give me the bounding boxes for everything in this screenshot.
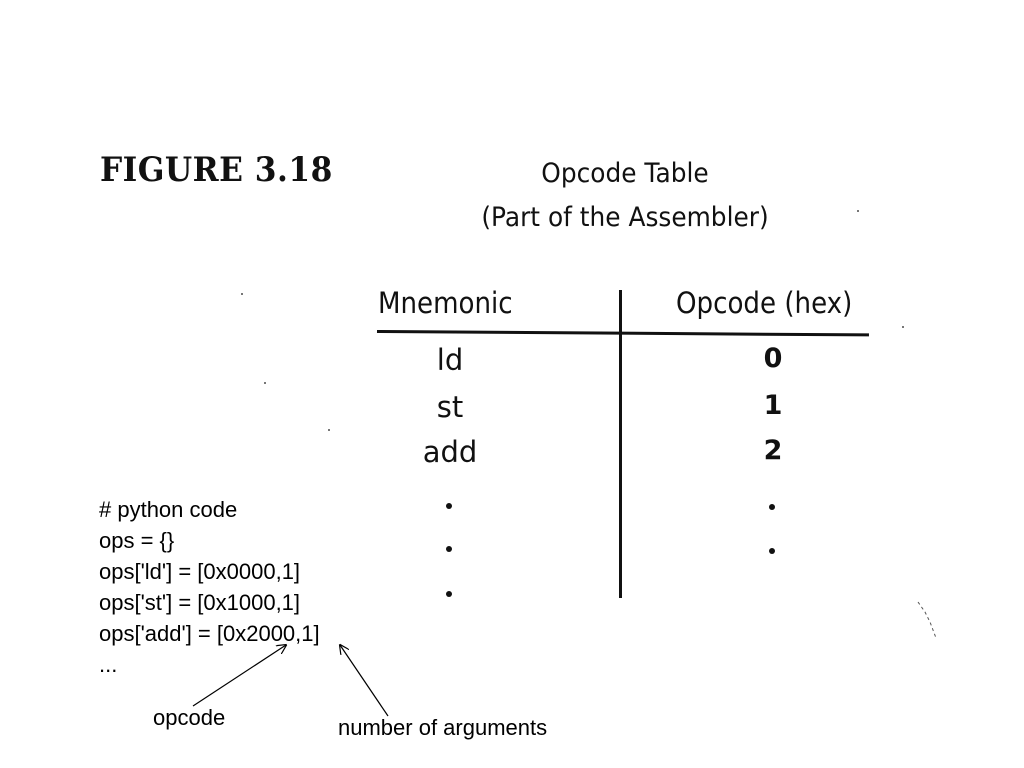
code-line: ... bbox=[99, 652, 118, 677]
scan-speck bbox=[328, 429, 330, 431]
figure-label: FIGURE 3.18 bbox=[100, 150, 333, 190]
table-cell-opcode: 1 bbox=[763, 390, 783, 421]
code-line: ops = {} bbox=[99, 528, 175, 553]
scan-mark bbox=[918, 602, 936, 638]
opcode-arrow bbox=[193, 645, 286, 706]
code-line: ops['add'] = [0x2000,1] bbox=[99, 621, 320, 646]
scan-speck bbox=[264, 382, 266, 384]
scan-speck bbox=[241, 293, 243, 295]
column-header-opcode: Opcode (hex) bbox=[676, 286, 853, 320]
scan-speck bbox=[857, 210, 859, 212]
title-line-1: Opcode Table bbox=[541, 158, 709, 189]
scan-speck bbox=[902, 326, 904, 328]
table-cell-opcode: 0 bbox=[763, 343, 783, 374]
table-cell-mnemonic: ld bbox=[436, 343, 464, 377]
column-header-mnemonic: Mnemonic bbox=[378, 286, 513, 320]
table-cell-mnemonic: add bbox=[422, 435, 478, 469]
title-line-2: (Part of the Assembler) bbox=[481, 202, 769, 233]
table-cell-mnemonic: st bbox=[436, 390, 464, 424]
opcode-annotation: opcode bbox=[153, 705, 226, 730]
code-line: ops['ld'] = [0x0000,1] bbox=[99, 559, 301, 584]
args-arrow bbox=[340, 645, 388, 716]
code-line: ops['st'] = [0x1000,1] bbox=[99, 590, 301, 615]
table-cell-opcode: 2 bbox=[763, 435, 783, 466]
args-annotation: number of arguments bbox=[338, 715, 548, 740]
code-line: # python code bbox=[99, 497, 238, 522]
